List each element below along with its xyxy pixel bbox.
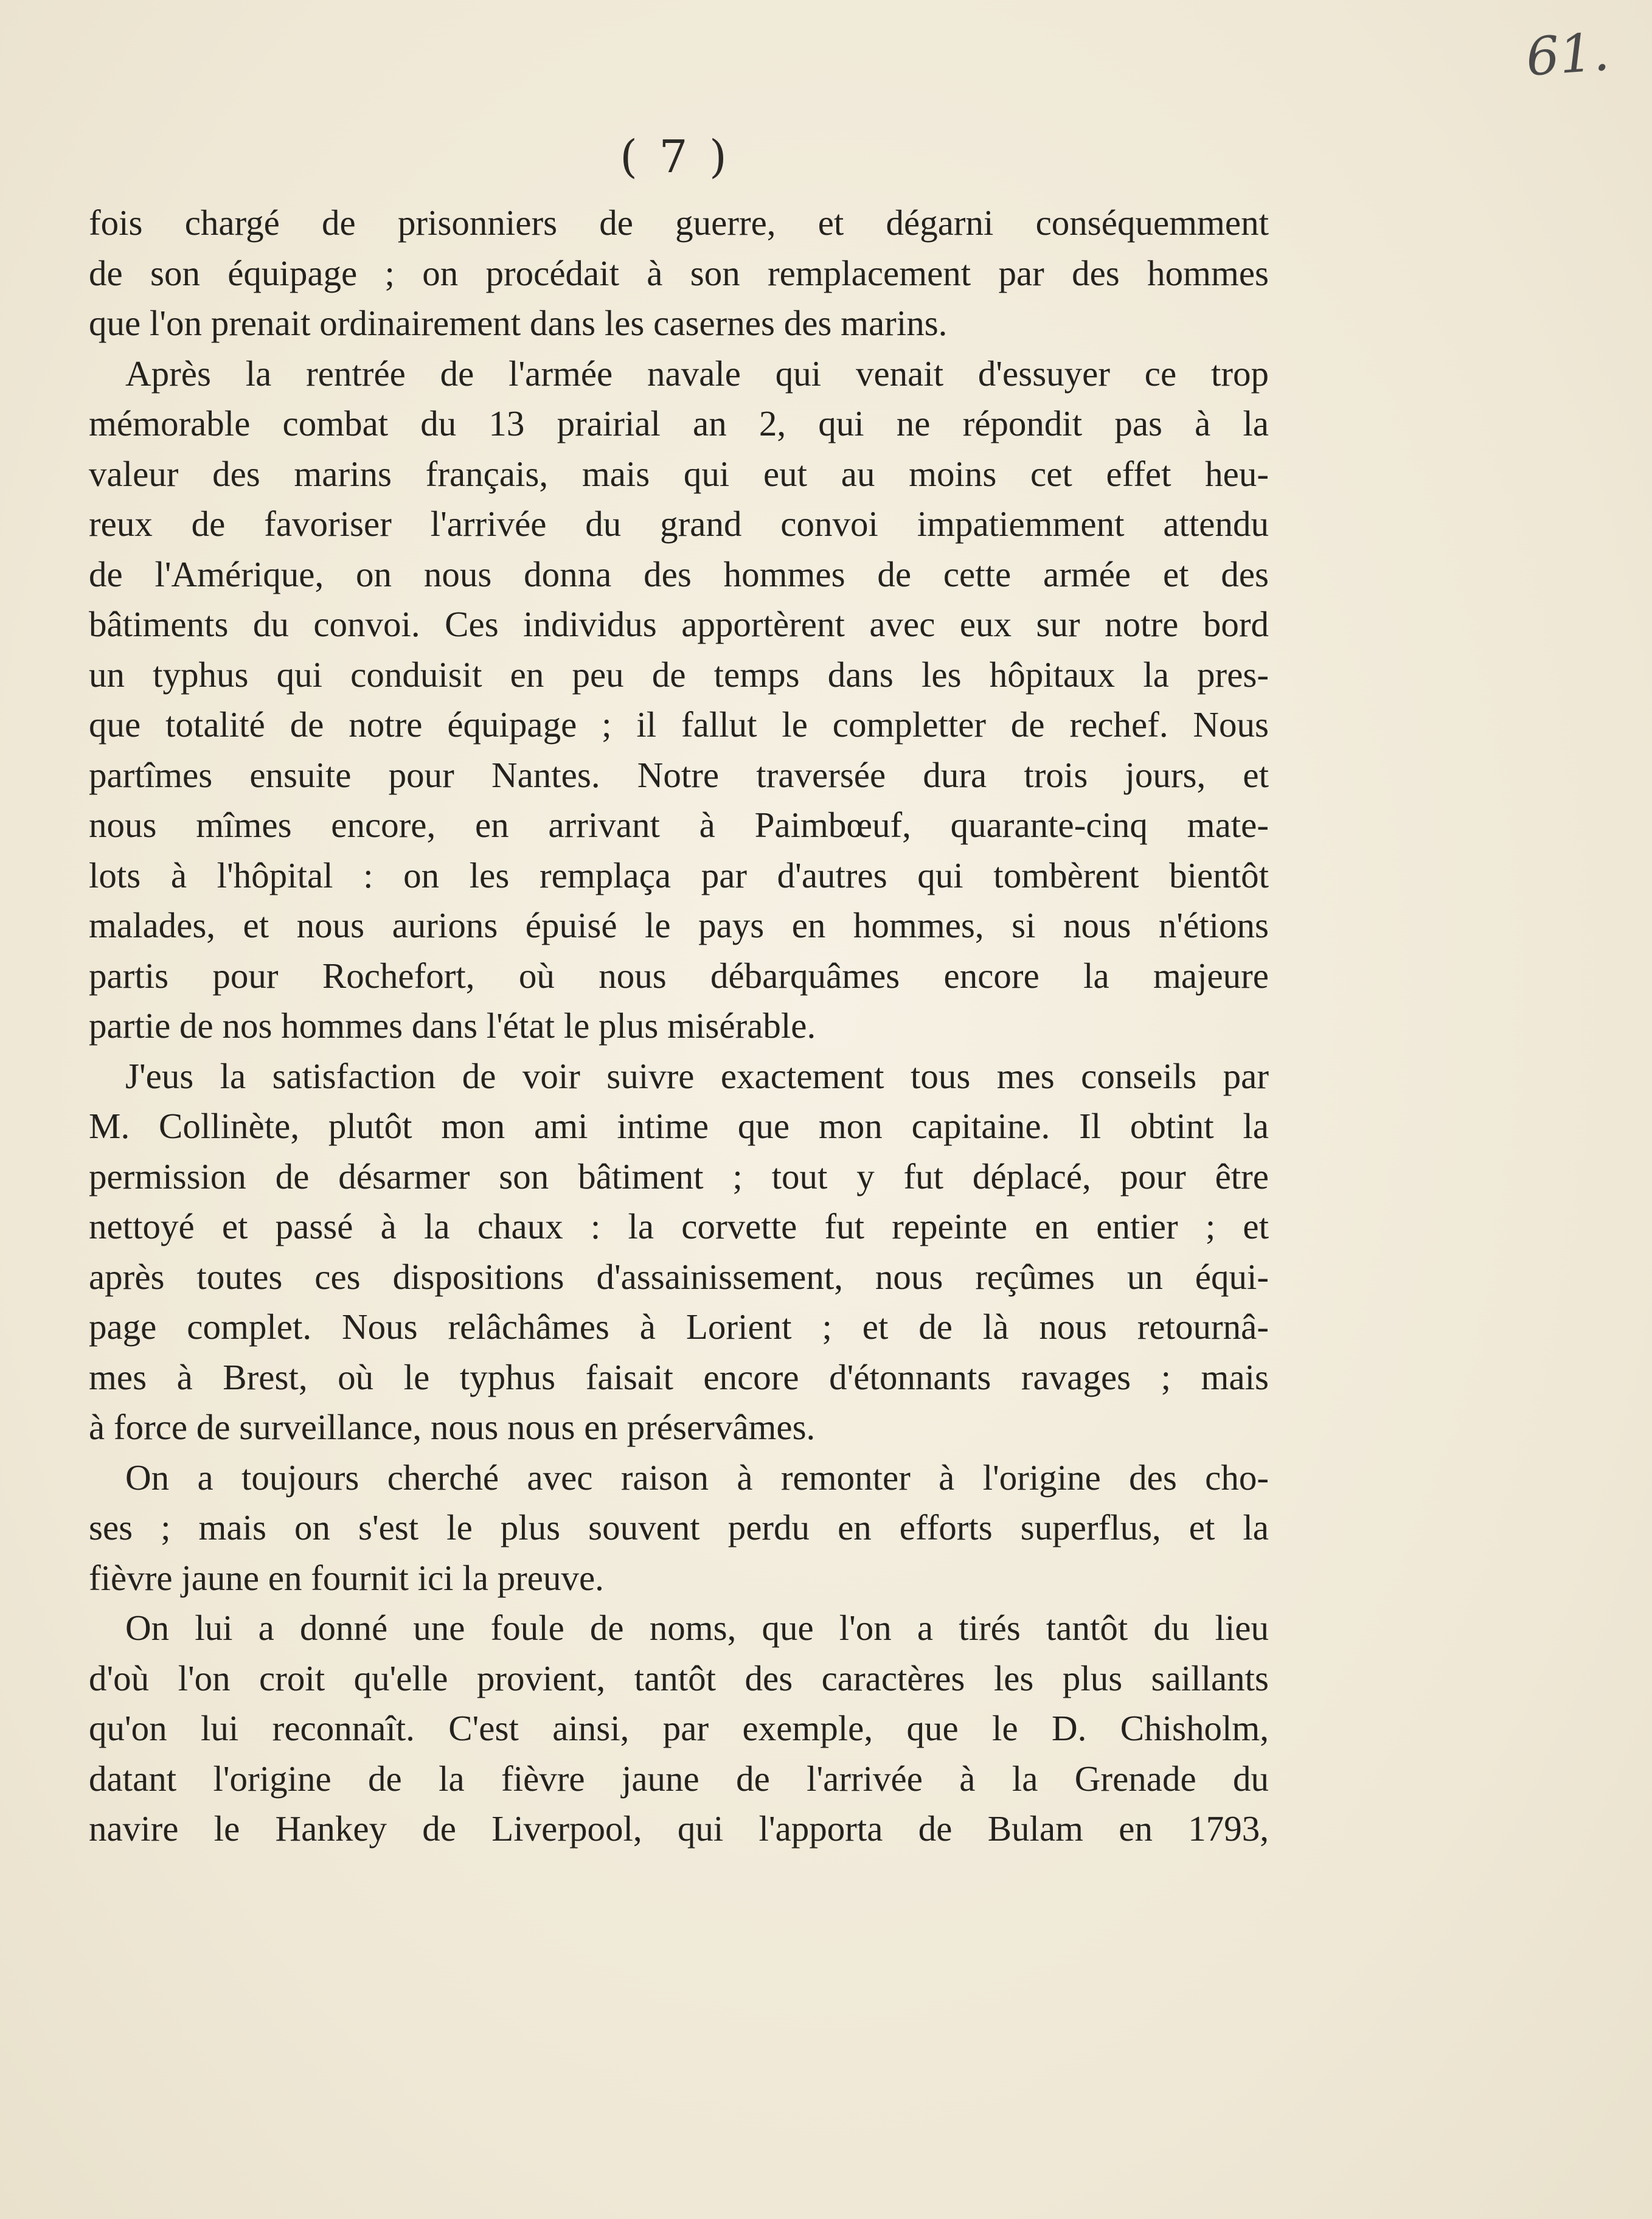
text-line: malades, et nous aurions épuisé le pays en hommes, si nous n'étions: [89, 905, 1269, 945]
folio-mark: 61.: [1524, 21, 1612, 88]
text-line: Après la rentrée de l'armée navale qui venait d'essuyer ce trop: [125, 353, 1269, 394]
text-line: qu'on lui reconnaît. C'est ainsi, par exemple, que le D. Chisholm,: [89, 1708, 1269, 1748]
text-line: partis pour Rochefort, où nous débarquâmes encore la majeure: [89, 955, 1269, 996]
text-line: ses ; mais on s'est le plus souvent perdu en efforts superflus, et la: [89, 1507, 1269, 1547]
body-text: [89, 198, 1269, 1854]
text-line: de l'Amérique, on nous donna des hommes de cette armée et des: [89, 554, 1269, 594]
text-line: On a toujours cherché avec raison à remonter à l'origine des cho-: [125, 1457, 1269, 1498]
text-line: mes à Brest, où le typhus faisait encore d'étonnants ravages ; mais: [89, 1356, 1269, 1397]
text-line: après toutes ces dispositions d'assainissement, nous reçûmes un équi-: [89, 1256, 1269, 1297]
text-line: page complet. Nous relâchâmes à Lorient ; et de là nous retournâ-: [89, 1307, 1269, 1347]
text-line: de son équipage ; on procédait à son remplacement par des hommes: [89, 252, 1269, 293]
text-line: lots à l'hôpital : on les remplaça par d'autres qui tombèrent bientôt: [89, 855, 1269, 895]
text-line: que totalité de notre équipage ; il fallut le completter de rechef. Nous: [89, 704, 1269, 745]
text-line: mémorable combat du 13 prairial an 2, qui ne répondit pas à la: [89, 403, 1269, 443]
text-line: permission de désarmer son bâtiment ; tout y fut déplacé, pour être: [89, 1156, 1269, 1196]
text-line: M. Collinète, plutôt mon ami intime que mon capitaine. Il obtint la: [89, 1106, 1269, 1146]
page-number: ( 7 ): [620, 131, 731, 183]
text-line: navire le Hankey de Liverpool, qui l'apporta de Bulam en 1793,: [89, 1808, 1269, 1849]
text-line: On lui a donné une foule de noms, que l'on a tirés tantôt du lieu: [125, 1608, 1269, 1648]
text-line: nettoyé et passé à la chaux : la corvette fut repeinte en entier ; et: [89, 1206, 1269, 1246]
text-line: un typhus qui conduisit en peu de temps dans les hôpitaux la pres-: [89, 654, 1269, 695]
text-line: partîmes ensuite pour Nantes. Notre traversée dura trois jours, et: [89, 754, 1269, 795]
text-line: datant l'origine de la fièvre jaune de l'arrivée à la Grenade du: [89, 1758, 1269, 1799]
text-line: J'eus la satisfaction de voir suivre exactement tous mes conseils par: [125, 1055, 1269, 1096]
text-line: fièvre jaune en fournit ici la preuve.: [89, 1557, 604, 1598]
text-line: nous mîmes encore, en arrivant à Paimbœuf, quarante-cinq mate-: [89, 805, 1269, 845]
text-line: fois chargé de prisonniers de guerre, et dégarni conséquemment: [89, 203, 1269, 243]
text-line: bâtiments du convoi. Ces individus apportèrent avec eux sur notre bord: [89, 604, 1269, 644]
text-line: que l'on prenait ordinairement dans les casernes des marins.: [89, 303, 948, 343]
text-line: partie de nos hommes dans l'état le plus misérable.: [89, 1005, 816, 1046]
text-line: valeur des marins français, mais qui eut au moins cet effet heu-: [89, 453, 1269, 494]
text-line: d'où l'on croit qu'elle provient, tantôt des caractères les plus saillants: [89, 1658, 1269, 1698]
text-line: reux de favoriser l'arrivée du grand convoi impatiemment attendu: [89, 504, 1269, 544]
text-line: à force de surveillance, nous nous en préservâmes.: [89, 1407, 816, 1447]
